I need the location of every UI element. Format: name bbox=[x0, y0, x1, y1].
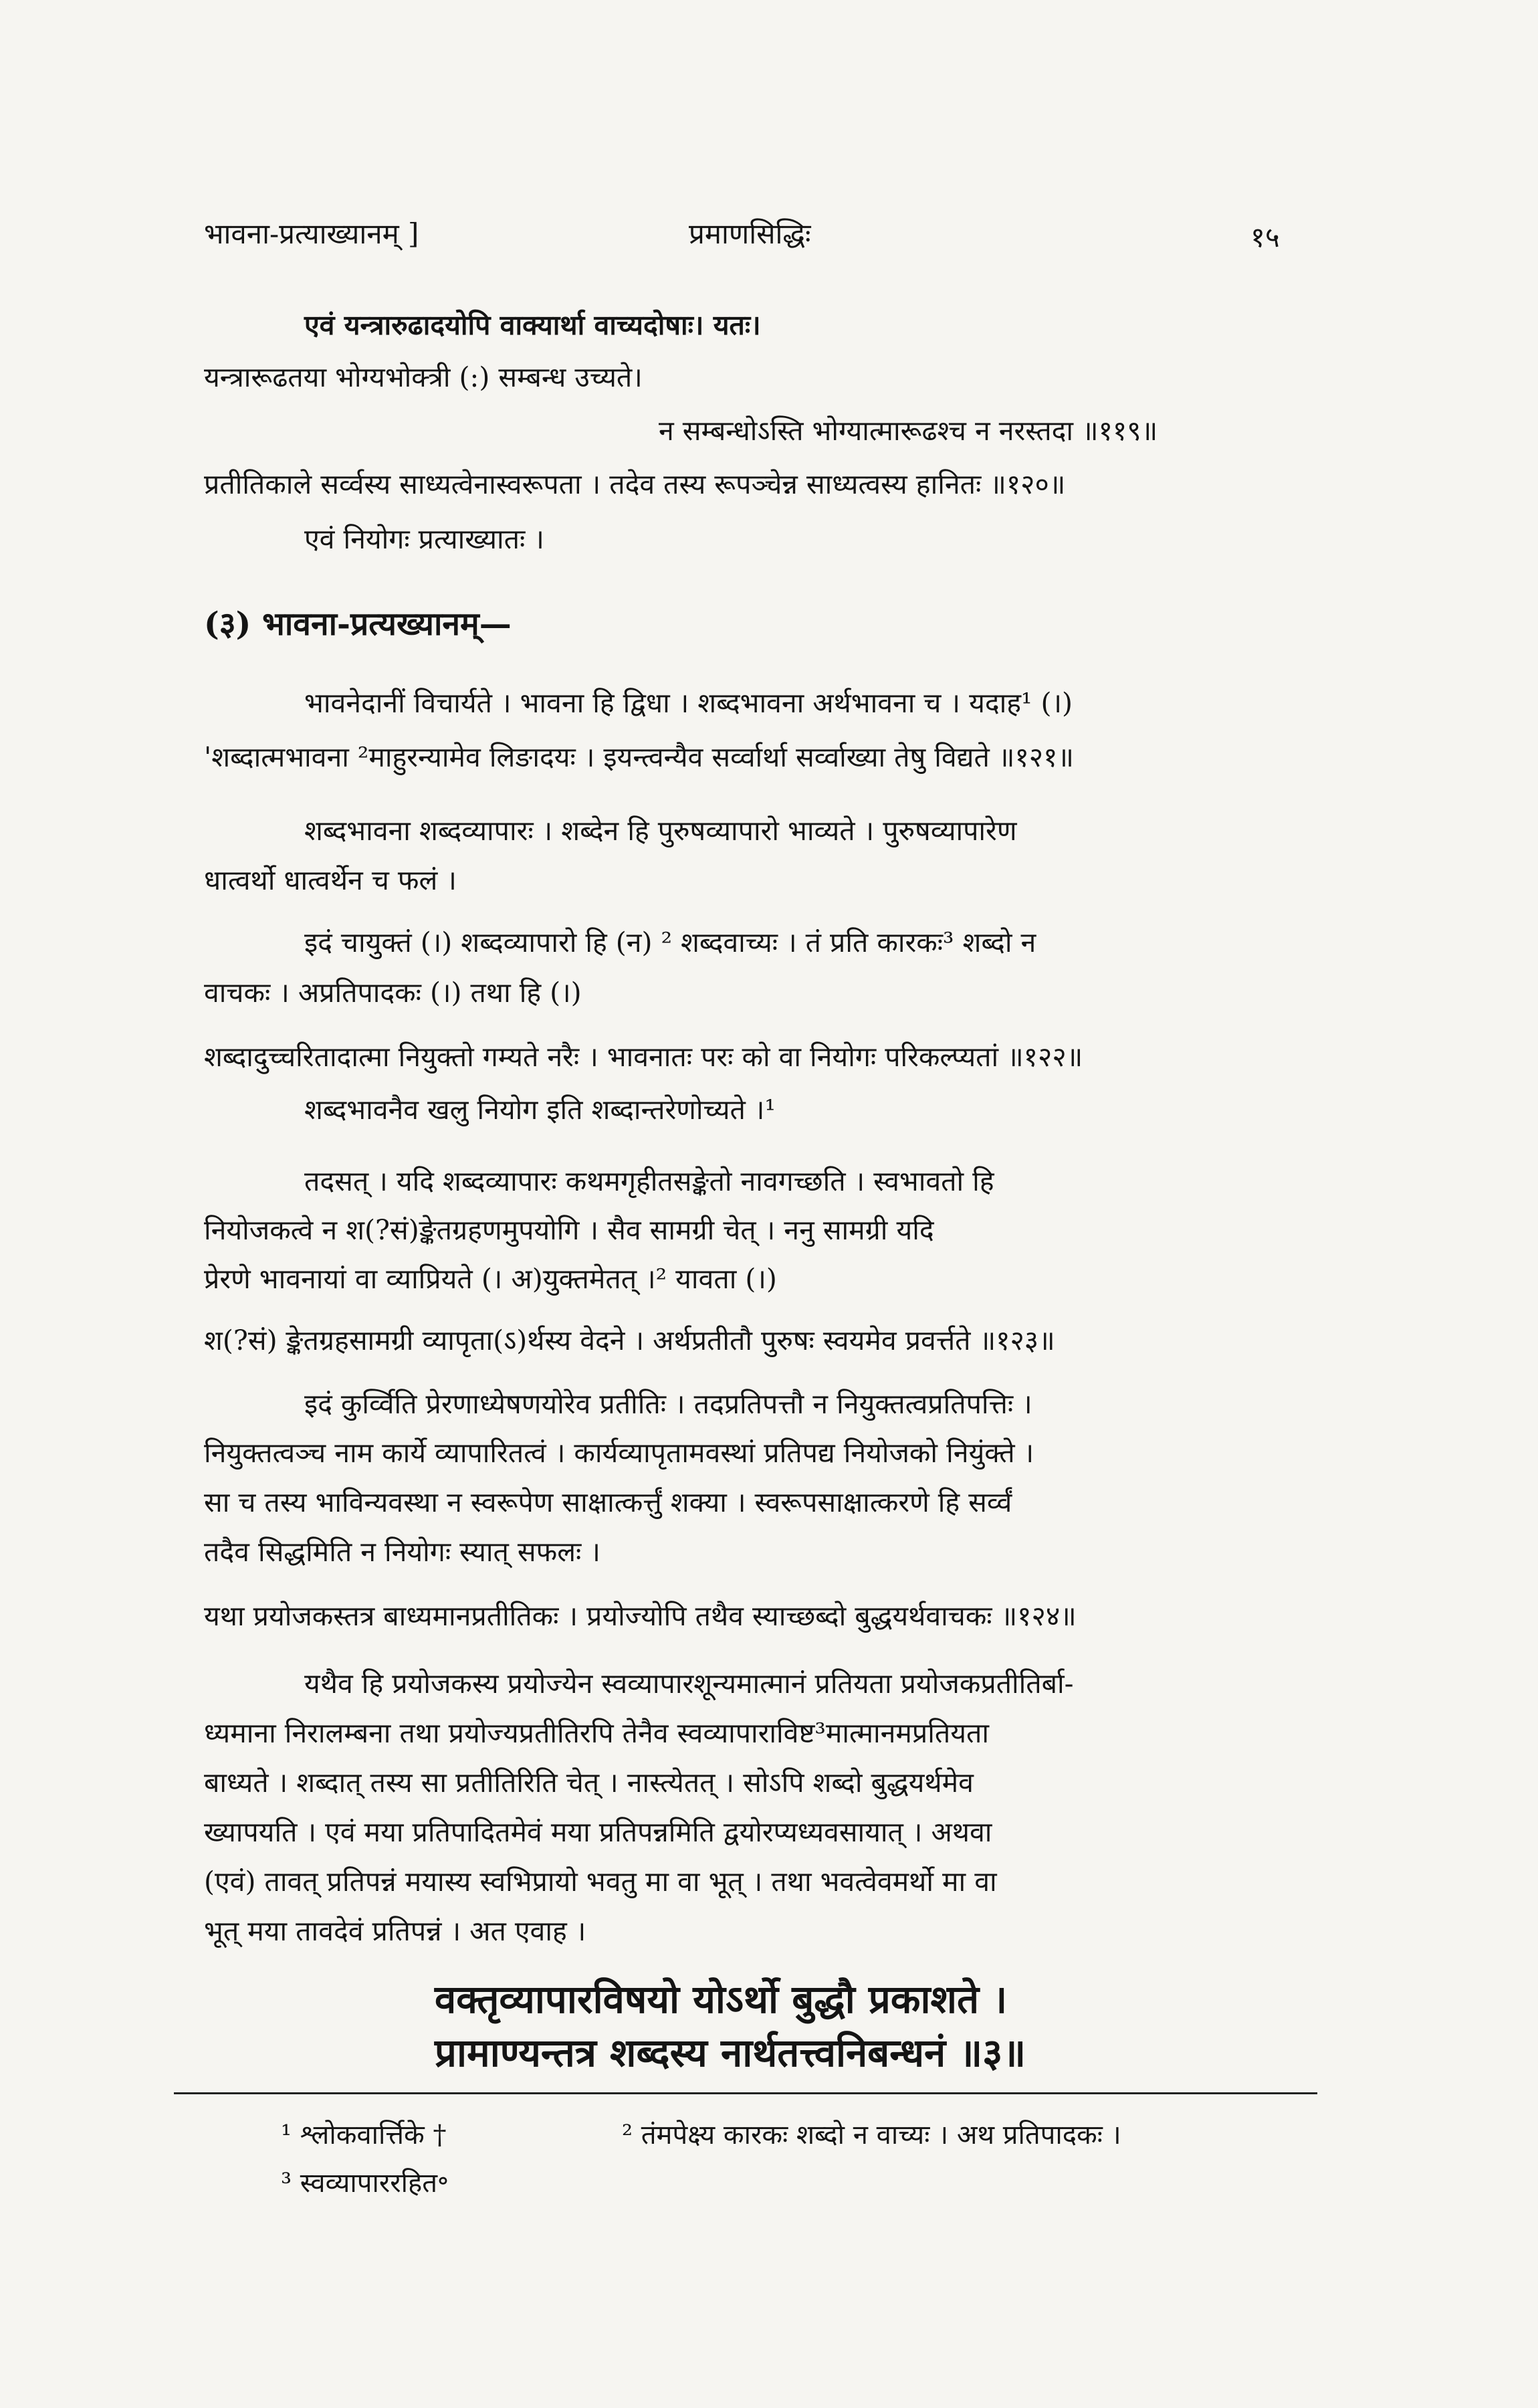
body-line: सा च तस्य भाविन्यवस्था न स्वरूपेण साक्षात्कर्त्तुं शक्या । स्वरूपसाक्षात्करणे हि सर्व्वं bbox=[204, 1486, 1012, 1518]
verse-line: 'शब्दात्मभावना ²माहुरन्यामेव लिङादयः । इयन्त्वन्यैव सर्व्वार्था सर्व्वाख्या तेषु विद्यते ॥१२१॥ bbox=[204, 741, 1074, 773]
verse-line: शब्दादुच्चरितादात्मा नियुक्तो गम्यते नरैः । भावनातः परः को वा नियोगः परिकल्प्यतां ॥१२२॥ bbox=[204, 1041, 1083, 1073]
verse-line: न सम्बन्धोऽस्ति भोग्यात्मारूढश्च न नरस्तदा ॥११९॥ bbox=[659, 415, 1158, 447]
body-line: यन्त्रारूढतया भोग्यभोक्त्री (:) सम्बन्ध उच्यते। bbox=[204, 361, 643, 393]
body-line: प्रेरणे भावनायां वा व्याप्रियते (। अ)युक्तमेतत् ।² यावता (।) bbox=[204, 1263, 777, 1295]
footnote-divider bbox=[174, 2092, 1317, 2094]
body-line: ख्यापयति । एवं मया प्रतिपादितमेवं मया प्रतिपन्नमिति द्वयोरप्यध्यवसायात् । अथवा bbox=[204, 1816, 992, 1848]
verse-line: प्रतीतिकाले सर्व्वस्य साध्यत्वेनास्वरूपता । तदेव तस्य रूपञ्चेन्न साध्यत्वस्य हानितः ॥१२०॥ bbox=[204, 468, 1066, 500]
body-line: भूत् मया तावदेवं प्रतिपन्नं । अत एवाह । bbox=[204, 1915, 586, 1947]
body-line: शब्दभावनैव खलु नियोग इति शब्दान्तरेणोच्यते ।¹ bbox=[304, 1094, 776, 1126]
verse-line: श(?सं) ङ्केतग्रहसामग्री व्यापृता(ऽ)र्थस्य वेदने । अर्थप्रतीतौ पुरुषः स्वयमेव प्रवर्त्तते ॥१२३॥ bbox=[204, 1324, 1055, 1357]
body-line: धात्वर्थो धात्वर्थेन च फलं । bbox=[204, 864, 457, 896]
body-line: शब्दभावना शब्दव्यापारः । शब्देन हि पुरुषव्यापारो भाव्यते । पुरुषव्यापारेण bbox=[304, 815, 1017, 847]
running-header-center: प्रमाणसिद्धिः bbox=[689, 217, 811, 250]
body-line: तदसत् । यदि शब्दव्यापारः कथमगृहीतसङ्केतो नावगच्छति । स्वभावतो हि bbox=[304, 1165, 994, 1197]
body-line: वाचकः । अप्रतिपादकः (।) तथा हि (।) bbox=[204, 977, 582, 1009]
body-line: एवं यन्त्रारुढादयोपि वाक्यार्था वाच्यदोषाः। यतः। bbox=[304, 309, 761, 341]
page-number: १५ bbox=[1250, 221, 1280, 254]
section-heading: (३) भावना-प्रत्यख्यानम्— bbox=[204, 605, 512, 643]
body-line: बाध्यते । शब्दात् तस्य सा प्रतीतिरिति चेत् । नास्त्येतत् । सोऽपि शब्दो बुद्धयर्थमेव bbox=[204, 1767, 974, 1799]
body-line: यथैव हि प्रयोजकस्य प्रयोज्येन स्वव्यापारशून्यमात्मानं प्रतियता प्रयोजकप्रतीतिर्बा- bbox=[304, 1668, 1074, 1700]
footnote: ¹ श्लोकवार्त्तिके † bbox=[281, 2120, 447, 2150]
karika-verse-line-2: प्रामाण्यन्तत्र शब्दस्य नार्थतत्त्वनिबन्धनं ॥३॥ bbox=[435, 2030, 1026, 2076]
body-line: एवं नियोगः प्रत्याख्यातः । bbox=[304, 523, 544, 555]
footnote: ³ स्वव्यापाररहित॰ bbox=[281, 2168, 449, 2199]
running-header-left: भावना-प्रत्याख्यानम् ] bbox=[204, 217, 419, 250]
body-line: नियोजकत्वे न श(?सं)ङ्केतग्रहणमुपयोगि । सैव सामग्री चेत् । ननु सामग्री यदि bbox=[204, 1214, 934, 1246]
body-line: भावनेदानीं विचार्यते । भावना हि द्विधा । शब्दभावना अर्थभावना च । यदाह¹ (।) bbox=[304, 687, 1073, 719]
body-line: इदं कुर्व्विति प्रेरणाध्येषणयोरेव प्रतीतिः । तदप्रतिपत्तौ न नियुक्तत्वप्रतिपत्तिः । bbox=[304, 1388, 1032, 1420]
body-line: इदं चायुक्तं (।) शब्दव्यापारो हि (न) ² शब्दवाच्यः । तं प्रति कारकः³ शब्दो न bbox=[304, 926, 1036, 959]
body-line: नियुक्तत्वञ्च नाम कार्ये व्यापारितत्वं । कार्यव्यापृतामवस्थां प्रतिपद्य नियोजको नियुंक्ते । bbox=[204, 1437, 1034, 1469]
body-line: ध्यमाना निरालम्बना तथा प्रयोज्यप्रतीतिरपि तेनैव स्वव्यापाराविष्ट³मात्मानमप्रतियता bbox=[204, 1717, 990, 1749]
body-line: तदैव सिद्धमिति न नियोगः स्यात् सफलः । bbox=[204, 1536, 600, 1568]
verse-line: यथा प्रयोजकस्तत्र बाध्यमानप्रतीतिकः । प्रयोज्योपि तथैव स्याच्छब्दो बुद्धयर्थवाचकः ॥१२४॥ bbox=[204, 1600, 1077, 1632]
body-line: (एवं) तावत् प्रतिपन्नं मयास्य स्वभिप्रायो भवतु मा वा भूत् । तथा भवत्वेवमर्थो मा वा bbox=[204, 1866, 997, 1898]
karika-verse-line-1: वक्तृव्यापारविषयो योऽर्थो बुद्धौ प्रकाशते । bbox=[435, 1977, 1008, 2022]
footnote: ² तंमपेक्ष्य कारकः शब्दो न वाच्यः । अथ प्रतिपादकः । bbox=[622, 2120, 1121, 2150]
